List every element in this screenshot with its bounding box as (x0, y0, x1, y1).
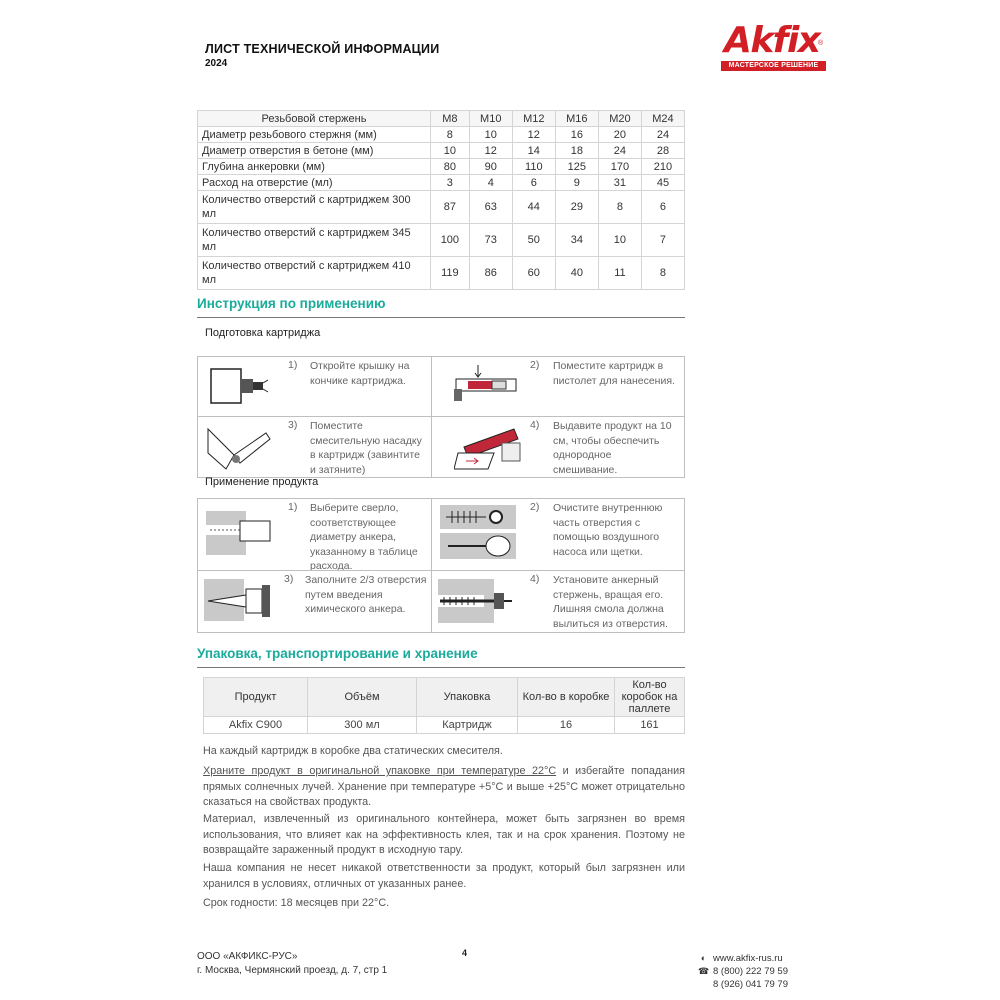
document-title: ЛИСТ ТЕХНИЧЕСКОЙ ИНФОРМАЦИИ (205, 42, 440, 56)
table-row (198, 191, 685, 224)
table-cell: 10 (598, 224, 641, 257)
table-cell: 24 (641, 127, 684, 143)
table-cell: 300 мл (308, 717, 417, 734)
step-text: Установите анкерный стержень, вращая его. Лишняя смола должна вылиться из отверстия. (553, 574, 668, 630)
table-cell: 11 (598, 257, 641, 290)
table-cell: 34 (555, 224, 598, 257)
table-cell: 20 (598, 127, 641, 143)
spec-header-cell: M24 (641, 111, 684, 127)
step-number: 2) (530, 501, 540, 513)
phone-icon: ☎ (698, 966, 710, 976)
section-divider (197, 667, 685, 668)
step-number: 1) (288, 359, 298, 371)
spec-header-cell: M8 (431, 111, 470, 127)
step-number: 1) (288, 501, 298, 513)
phone-row (698, 965, 788, 978)
step-text: Поместите картридж в пистолет для нанесения. (553, 360, 675, 387)
phone-1[interactable]: 8 (800) 222 79 59 (713, 966, 789, 977)
table-cell: 4 (469, 175, 512, 191)
table-cell: 170 (598, 159, 641, 175)
packaging-header-row (204, 678, 685, 717)
step-number: 3) (284, 573, 294, 585)
phone-row (698, 978, 788, 991)
table-cell: 6 (512, 175, 555, 191)
instructions-title: Инструкция по применению (197, 296, 386, 311)
row-label: Количество отверстий с картриджем 345 мл (198, 224, 431, 257)
apply-step-3 (197, 570, 432, 633)
apply-step-4 (431, 570, 685, 633)
spec-header-cell: M16 (555, 111, 598, 127)
table-cell: 7 (641, 224, 684, 257)
table-cell: 3 (431, 175, 470, 191)
document-year: 2024 (205, 58, 228, 69)
step-number: 3) (288, 419, 298, 431)
apply-subtitle: Применение продукта (205, 476, 319, 488)
phone-2[interactable]: 8 (926) 041 79 79 (713, 979, 789, 990)
table-cell: 60 (512, 257, 555, 290)
table-cell: 10 (431, 143, 470, 159)
table-cell: 90 (469, 159, 512, 175)
step-text: Выберите сверло, соответствующее диаметру анкера, указанному в таблице расхода. (310, 502, 418, 572)
page-number: 4 (462, 948, 468, 958)
spec-header-cell: M10 (469, 111, 512, 127)
table-cell: 16 (555, 127, 598, 143)
table-cell: 8 (641, 257, 684, 290)
step-text: Выдавите продукт на 10 см, чтобы обеспечить однородное смешивание. (553, 420, 672, 476)
air-pump-brush-icon (438, 503, 518, 563)
table-cell: 28 (641, 143, 684, 159)
table-cell: 6 (641, 191, 684, 224)
table-cell: 86 (469, 257, 512, 290)
note-shelf-life: Срок годности: 18 месяцев при 22°C. (203, 897, 390, 909)
table-cell: 8 (598, 191, 641, 224)
step-number: 2) (530, 359, 540, 371)
row-label: Расход на отверстие (мл) (198, 175, 431, 191)
table-row (198, 224, 685, 257)
prep-subtitle: Подготовка картриджа (205, 327, 321, 339)
caulk-gun-icon (452, 363, 522, 407)
table-cell: 80 (431, 159, 470, 175)
fill-hole-icon (202, 577, 274, 623)
storage-emphasis: Храните продукт в оригинальной упаковке при температуре 22°C (203, 765, 557, 777)
table-cell: 125 (555, 159, 598, 175)
company-address: г. Москва, Чермянский проезд, д. 7, стр 1 (197, 965, 388, 976)
step-text: Откройте крышку на кончике картриджа. (310, 360, 410, 387)
note-liability: Наша компания не несет никакой ответственности за продукт, который был загрязнен или хранился в условиях, отличных от указанных ранее. (203, 862, 685, 890)
prep-step-1 (197, 356, 432, 417)
table-row (198, 257, 685, 290)
table-cell: 9 (555, 175, 598, 191)
akfix-logo (718, 20, 830, 72)
table-cell: 63 (469, 191, 512, 224)
table-row (198, 127, 685, 143)
table-cell: 87 (431, 191, 470, 224)
apply-step-1 (197, 498, 432, 571)
table-cell: 210 (641, 159, 684, 175)
table-cell: 16 (518, 717, 615, 734)
table-cell: Картридж (417, 717, 518, 734)
dispense-test-icon (454, 423, 524, 473)
table-cell: 110 (512, 159, 555, 175)
table-cell: 40 (555, 257, 598, 290)
table-row (204, 717, 685, 734)
note-storage (203, 764, 685, 811)
step-number: 4) (530, 573, 540, 585)
packaging-title: Упаковка, транспортирование и хранение (197, 646, 478, 661)
logo-registered-mark: ® (818, 40, 824, 47)
section-divider (197, 317, 685, 318)
table-row (198, 175, 685, 191)
table-cell: 73 (469, 224, 512, 257)
table-cell: 31 (598, 175, 641, 191)
spec-header-cell: M12 (512, 111, 555, 127)
row-label: Количество отверстий с картриджем 300 мл (198, 191, 431, 224)
table-cell: 119 (431, 257, 470, 290)
mixing-nozzle-icon (206, 425, 272, 473)
prep-step-2 (431, 356, 685, 417)
packaging-header-cell: Объём (308, 678, 417, 717)
storage-rest: и избегайте попадания прямых солнечных лучей. Хранение при температуре +5°C и выше +25°C может отрицательно сказаться на свойствах продукта. (203, 765, 685, 808)
table-cell: 50 (512, 224, 555, 257)
company-name: ООО «АКФИКС-РУС» (197, 951, 298, 962)
packaging-header-cell: Кол-во коробок на паллете (615, 678, 685, 717)
table-cell: 18 (555, 143, 598, 159)
anchor-rod-icon (436, 577, 516, 627)
footer-contacts (698, 952, 788, 991)
spec-table (197, 110, 685, 290)
step-text: Заполните 2/3 отверстия путем введения химического анкера. (305, 574, 427, 615)
row-label: Количество отверстий с картриджем 410 мл (198, 257, 431, 290)
row-label: Глубина анкеровки (мм) (198, 159, 431, 175)
table-cell: 12 (469, 143, 512, 159)
table-row (198, 143, 685, 159)
prep-step-3 (197, 416, 432, 478)
spec-header-cell: Резьбовой стержень (198, 111, 431, 127)
packaging-table (203, 677, 685, 734)
table-cell: 44 (512, 191, 555, 224)
spec-header-row (198, 111, 685, 127)
step-text: Очистите внутреннюю часть отверстия с помощью воздушного насоса или щетки. (553, 502, 663, 558)
table-cell: 14 (512, 143, 555, 159)
packaging-header-cell: Продукт (204, 678, 308, 717)
cartridge-cap-icon (208, 365, 270, 409)
prep-step-4 (431, 416, 685, 478)
apply-step-2 (431, 498, 685, 571)
table-cell: 24 (598, 143, 641, 159)
footer-company (197, 950, 387, 978)
packaging-header-cell: Упаковка (417, 678, 518, 717)
website-link[interactable]: www.akfix-rus.ru (713, 953, 783, 964)
globe-icon: ◐ (700, 953, 707, 963)
table-cell: Akfix C900 (204, 717, 308, 734)
table-cell: 10 (469, 127, 512, 143)
note-mixers: На каждый картридж в коробке два статических смесителя. (203, 745, 503, 757)
row-label: Диаметр отверстия в бетоне (мм) (198, 143, 431, 159)
table-cell: 100 (431, 224, 470, 257)
table-cell: 12 (512, 127, 555, 143)
note-contamination: Материал, извлеченный из оригинального контейнера, может быть загрязнен во время использования, что влияет как на эффективность клея, так и на срок хранения. Поэтому не возвращайте зараженный продукт в исходную тару. (203, 813, 685, 856)
logo-tagline: МАСТЕРСКОЕ РЕШЕНИЕ (728, 62, 819, 69)
step-text: Поместите смесительную насадку в картридж (завинтите и затяните) (310, 420, 422, 476)
step-number: 4) (530, 419, 540, 431)
packaging-header-cell: Кол-во в коробке (518, 678, 615, 717)
table-cell: 161 (615, 717, 685, 734)
table-cell: 45 (641, 175, 684, 191)
drill-icon (204, 509, 276, 557)
table-cell: 29 (555, 191, 598, 224)
website-row (698, 952, 788, 965)
row-label: Диаметр резьбового стержня (мм) (198, 127, 431, 143)
logo-wordmark: Akfix (724, 20, 820, 61)
spec-header-cell: M20 (598, 111, 641, 127)
table-row (198, 159, 685, 175)
table-cell: 8 (431, 127, 470, 143)
